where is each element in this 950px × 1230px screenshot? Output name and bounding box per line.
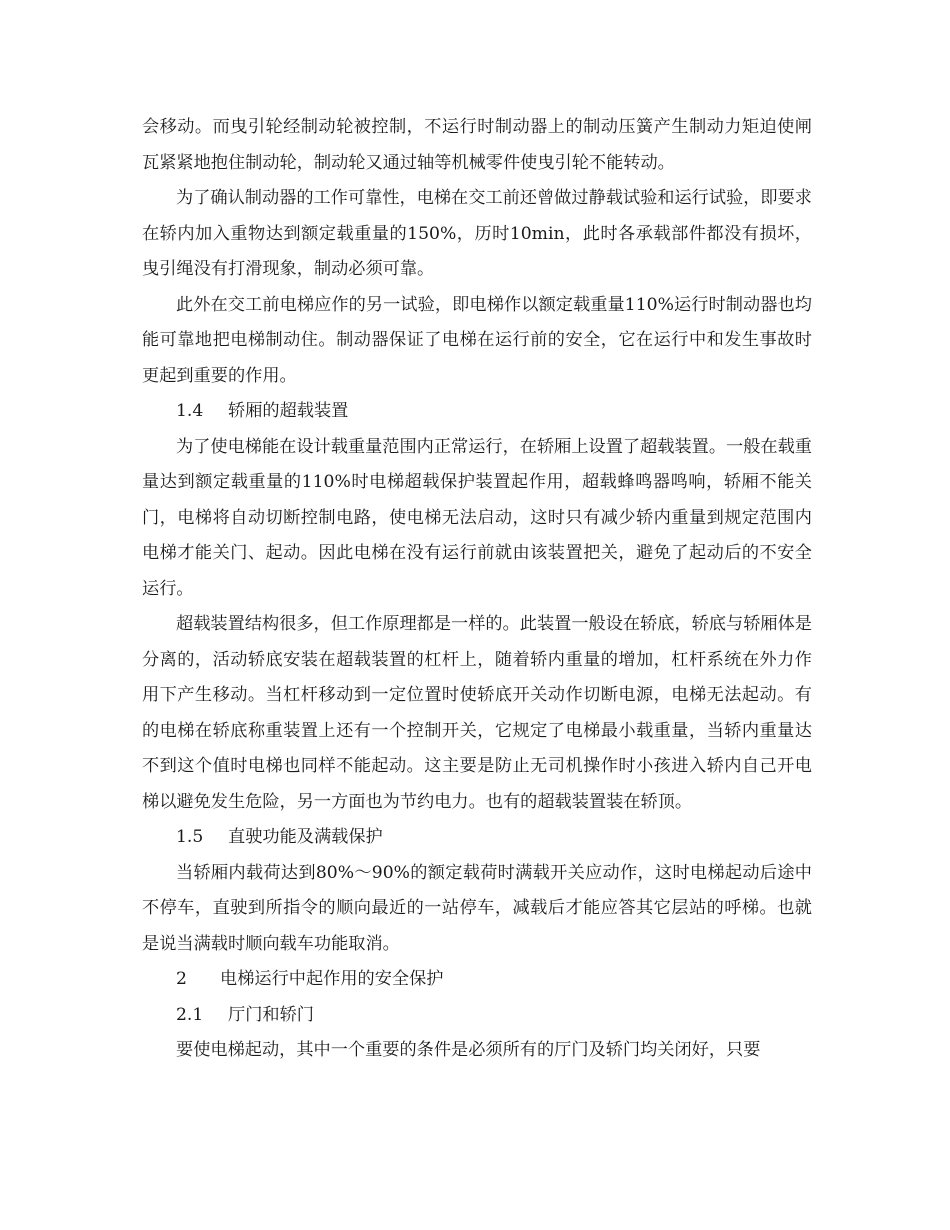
paragraph-overload-structure: 超载装置结构很多，但工作原理都是一样的。此装置一般设在轿底，轿底与轿厢体是分离的，活动轿底安装在超载装置的杠杆上，随着轿内重量的增加，杠杆系统在外力作用下产生移动。当杠杆移动到一定位置时使轿底开关动作切断电源，电梯无法起动。有的电梯在轿底称重装置上还有一个控制开关，它规定了电梯最小载重量，当轿内重量达不到这个值时电梯也同样不能起动。这主要是防止无司机操作时小孩进入轿内自己开电梯以避免发生危险，另一方面也为节约电力。也有的超载装置装在轿顶。 — [142, 614, 812, 812]
section-heading-1-4 — [142, 394, 812, 430]
section-number: 1.4 — [176, 401, 204, 421]
paragraph-static-load-test: 为了确认制动器的工作可靠性，电梯在交工前还曾做过静载试验和运行试验，即要求在轿内加入重物达到额定载重量的150%，历时10min，此时各承载部件都没有损坏，曳引绳没有打滑现象，制动必须可靠。 — [142, 188, 812, 279]
section-number: 2.1 — [176, 1004, 204, 1025]
paragraph-110-percent-test: 此外在交工前电梯应作的另一试验，即电梯作以额定载重量110%运行时制动器也均能可靠地把电梯制动住。制动器保证了电梯在运行前的安全，它在运行中和发生事故时更起到重要的作用。 — [142, 294, 812, 386]
section-title: 厅门和轿门 — [228, 1004, 314, 1025]
section-heading-1-5 — [142, 820, 812, 856]
document-page — [142, 110, 812, 1069]
section-number: 1.5 — [176, 827, 204, 847]
section-title: 电梯运行中起作用的安全保护 — [220, 969, 444, 989]
paragraph-overload-device: 为了使电梯能在设计载重量范围内正常运行，在轿厢上设置了超载装置。一般在载重量达到额定载重量的110%时电梯超载保护装置起作用，超载蜂鸣器鸣响，轿厢不能关门，电梯将自动切断控制电路，使电梯无法启动，这时只有减少轿内重量到规定范围内电梯才能关门、起动。因此电梯在没有运行前就由该装置把关，避免了起动后的不安全运行。 — [142, 436, 812, 599]
paragraph-full-load: 当轿厢内载荷达到80%～90%的额定载荷时满载开关应动作，这时电梯起动后途中不停车，直驶到所指令的顺向最近的一站停车，减载后才能应答其它层站的呼梯。也就是说当满载时顺向载车功能取消。 — [142, 862, 812, 954]
paragraph-brake-continuation: 会移动。而曳引轮经制动轮被控制，不运行时制动器上的制动压簧产生制动力矩迫使闸瓦紧紧地抱住制动轮，制动轮又通过轴等机械零件使曳引轮不能转动。 — [142, 117, 812, 173]
section-title: 直驶功能及满载保护 — [228, 827, 383, 847]
section-number: 2 — [176, 969, 187, 989]
section-title: 轿厢的超载装置 — [228, 401, 349, 421]
paragraph-landing-doors: 要使电梯起动，其中一个重要的条件是必须所有的厅门及轿门均关闭好，只要 — [176, 1040, 761, 1060]
section-heading-2 — [142, 962, 812, 998]
section-heading-2-1 — [142, 998, 812, 1034]
